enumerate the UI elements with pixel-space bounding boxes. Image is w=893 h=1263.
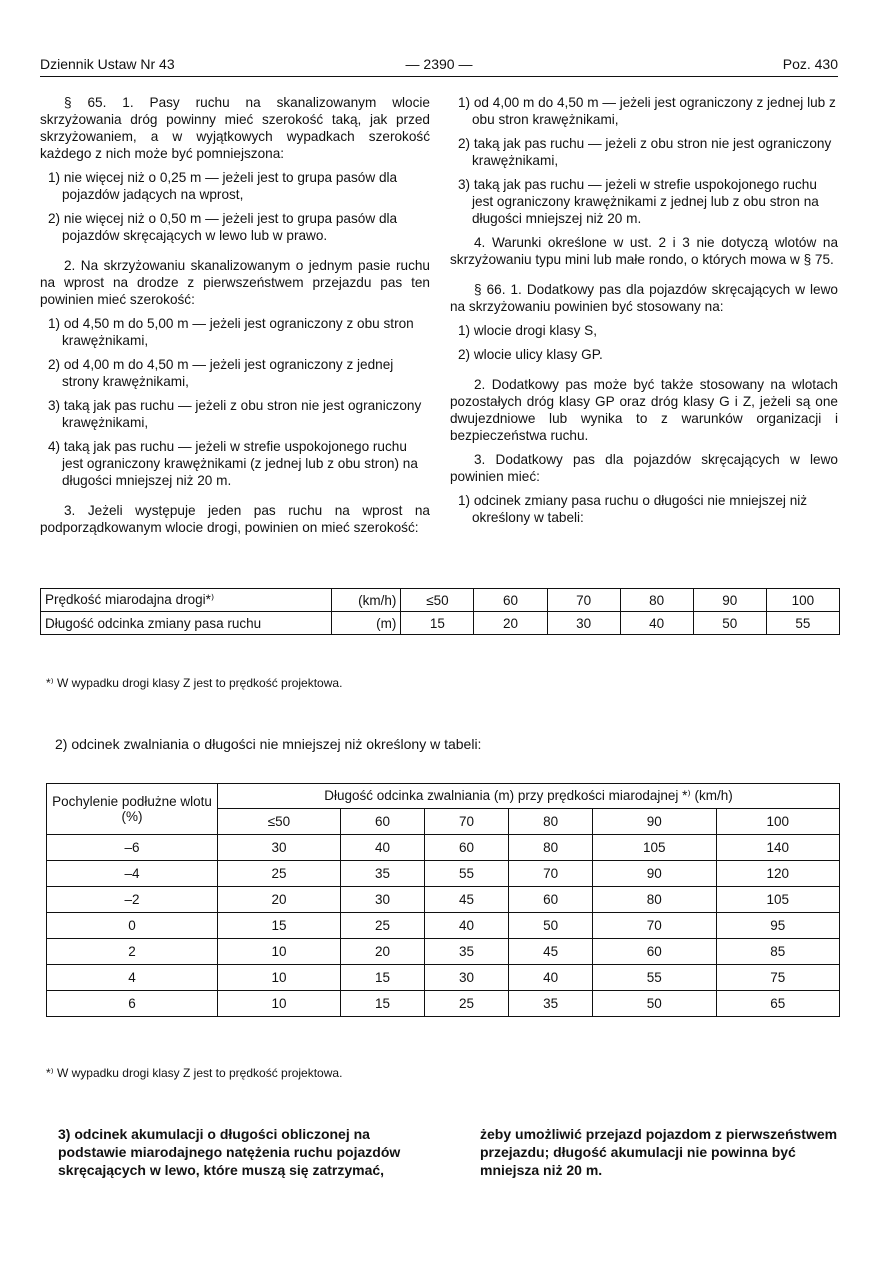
table-row — [41, 612, 840, 635]
table-cell: 30 — [340, 887, 424, 913]
table-cell: 90 — [693, 589, 766, 612]
slope-cell: –6 — [47, 835, 218, 861]
table-row — [47, 887, 840, 913]
table-cell: 15 — [401, 612, 474, 635]
table-cell: (m) — [332, 612, 401, 635]
speed-header: 60 — [340, 809, 424, 835]
table-body — [47, 835, 840, 1017]
table-cell: 60 — [474, 589, 547, 612]
table-cell: 140 — [716, 835, 840, 861]
table-cell: 25 — [218, 861, 341, 887]
speed-header: 70 — [424, 809, 508, 835]
list-item: 4) taką jak pas ruchu — jeżeli w strefie uspokojonego ruchu jest ograniczony krawężnikami (z jednej lub z obu stron) na długości mniejszej niż 20 m. — [48, 439, 418, 488]
table-cell: 80 — [620, 589, 693, 612]
table-cell: 40 — [424, 913, 508, 939]
header-rule — [40, 76, 838, 77]
table-cell: 60 — [424, 835, 508, 861]
table-row — [41, 589, 840, 612]
table-cell: 120 — [716, 861, 840, 887]
page-number: — 2390 — — [405, 56, 473, 72]
table-cell: Długość odcinka zmiany pasa ruchu — [41, 612, 332, 635]
list-item: 3) taką jak pas ruchu — jeżeli z obu stron nie jest ograniczony krawężnikami, — [48, 398, 422, 430]
table-row — [47, 913, 840, 939]
table-cell: 15 — [218, 913, 341, 939]
lane-change-table — [40, 588, 840, 635]
table-cell: ≤50 — [401, 589, 474, 612]
right-column — [450, 94, 838, 533]
table-cell: 65 — [716, 991, 840, 1017]
table-cell: 60 — [509, 887, 593, 913]
table-cell: Prędkość miarodajna drogi*⁾ — [41, 589, 332, 612]
table-cell: 105 — [716, 887, 840, 913]
table-cell: 70 — [547, 589, 620, 612]
table-cell: 50 — [693, 612, 766, 635]
deceleration-table — [46, 783, 840, 1017]
table2-footnote: *⁾ W wypadku drogi klasy Z jest to prędkość projektowa. — [46, 1066, 343, 1080]
table-cell: 55 — [766, 612, 839, 635]
table-cell: 10 — [218, 965, 341, 991]
paragraph-65-3: 3. Jeżeli występuje jeden pas ruchu na wprost na podporządkowanym wlocie drogi, powinien on mieć szerokość: — [40, 503, 430, 535]
table-cell: 70 — [509, 861, 593, 887]
table-cell: 55 — [593, 965, 716, 991]
list-item: 1) wlocie drogi klasy S, — [458, 323, 598, 338]
paragraph-66-1: § 66. 1. Dodatkowy pas dla pojazdów skręcających w lewo na skrzyżowaniu powinien być stosowany na: — [450, 282, 838, 314]
table-cell: 95 — [716, 913, 840, 939]
table-cell: 90 — [593, 861, 716, 887]
table1-footnote: *⁾ W wypadku drogi klasy Z jest to prędkość projektowa. — [46, 676, 343, 690]
speed-header: 90 — [593, 809, 716, 835]
table-cell: 40 — [509, 965, 593, 991]
table-cell: 15 — [340, 991, 424, 1017]
slope-cell: 2 — [47, 939, 218, 965]
table-cell: 10 — [218, 991, 341, 1017]
table-cell: 105 — [593, 835, 716, 861]
position-number: Poz. 430 — [782, 56, 838, 72]
paragraph-65-2: 2. Na skrzyżowaniu skanalizowanym o jednym pasie ruchu na wprost na drodze z pierwszeństwem przejazdu pas ten powinien mieć szerokość: — [40, 258, 430, 307]
list-item: 1) od 4,00 m do 4,50 m — jeżeli jest ograniczony z jednej lub z obu stron krawężnikami, — [458, 95, 836, 127]
table-cell: 70 — [593, 913, 716, 939]
table-cell: 35 — [509, 991, 593, 1017]
table-cell: 45 — [424, 887, 508, 913]
speed-header: ≤50 — [218, 809, 341, 835]
bottom-right-text: żeby umożliwić przejazd pojazdom z pierwszeństwem przejazdu; długość akumulacji nie powinna być mniejsza niż 20 m. — [480, 1126, 838, 1178]
list-item: 2) taką jak pas ruchu — jeżeli z obu stron nie jest ograniczony krawężnikami, — [458, 136, 832, 168]
group-header: Długość odcinka zwalniania (m) przy prędkości miarodajnej *⁾ (km/h) — [218, 784, 840, 809]
table-row — [47, 991, 840, 1017]
table-cell: 40 — [620, 612, 693, 635]
table-cell: 20 — [340, 939, 424, 965]
table-cell: 30 — [547, 612, 620, 635]
table-row — [47, 784, 840, 809]
slope-cell: 6 — [47, 991, 218, 1017]
table-row — [47, 835, 840, 861]
slope-cell: 0 — [47, 913, 218, 939]
item-2-text: 2) odcinek zwalniania o długości nie mniejszej niż określony w tabeli: — [55, 736, 482, 752]
list-item: 2) od 4,00 m do 4,50 m — jeżeli jest ograniczony z jednej strony krawężnikami, — [48, 357, 394, 389]
list-item: 1) od 4,50 m do 5,00 m — jeżeli jest ograniczony z obu stron krawężnikami, — [48, 316, 414, 348]
slope-cell: –2 — [47, 887, 218, 913]
slope-cell: –4 — [47, 861, 218, 887]
table-cell: (km/h) — [332, 589, 401, 612]
speed-header: 80 — [509, 809, 593, 835]
table-row — [47, 965, 840, 991]
bottom-left-text: 3) odcinek akumulacji o długości obliczonej na podstawie miarodajnego natężenia ruchu pojazdów skręcających w lewo, które muszą się zatrzymać, — [58, 1126, 401, 1178]
table-cell: 80 — [593, 887, 716, 913]
table-cell: 50 — [509, 913, 593, 939]
table-row — [47, 939, 840, 965]
table-cell: 60 — [593, 939, 716, 965]
table-cell: 100 — [766, 589, 839, 612]
list-item: 3) taką jak pas ruchu — jeżeli w strefie uspokojonego ruchu jest ograniczony krawężnikami z jednej lub z obu stron na długości mniejszej niż 20 m. — [458, 177, 819, 226]
table-cell: 85 — [716, 939, 840, 965]
speed-header: 100 — [716, 809, 840, 835]
table-cell: 20 — [218, 887, 341, 913]
table-cell: 30 — [218, 835, 341, 861]
table-cell: 30 — [424, 965, 508, 991]
row-header: Pochylenie podłużne wlotu (%) — [47, 784, 218, 835]
table-cell: 20 — [474, 612, 547, 635]
table-cell: 35 — [424, 939, 508, 965]
table-cell: 10 — [218, 939, 341, 965]
table-cell: 15 — [340, 965, 424, 991]
paragraph-65-4: 4. Warunki określone w ust. 2 i 3 nie dotyczą wlotów na skrzyżowaniu typu mini lub małe rondo, o których mowa w § 75. — [450, 235, 838, 267]
left-column — [40, 94, 430, 543]
list-item: 2) wlocie ulicy klasy GP. — [458, 347, 603, 362]
table-row — [47, 861, 840, 887]
list-item: 1) odcinek zmiany pasa ruchu o długości nie mniejszej niż określony w tabeli: — [458, 493, 808, 525]
table-cell: 80 — [509, 835, 593, 861]
list-item: 2) nie więcej niż o 0,50 m — jeżeli jest to grupa pasów dla pojazdów skręcających w lewo lub w prawo. — [48, 211, 398, 243]
table-cell: 40 — [340, 835, 424, 861]
paragraph-65-1: § 65. 1. Pasy ruchu na skanalizowanym wlocie skrzyżowania dróg powinny mieć szerokość taką, jak przed skrzyżowaniem, a w wyjątkowych wypadkach szerokość każdego z nich może być pomniejszona: — [40, 95, 430, 161]
table-cell: 35 — [340, 861, 424, 887]
slope-cell: 4 — [47, 965, 218, 991]
table-cell: 75 — [716, 965, 840, 991]
table-cell: 50 — [593, 991, 716, 1017]
paragraph-66-3: 3. Dodatkowy pas dla pojazdów skręcających w lewo powinien mieć: — [450, 452, 838, 484]
journal-title: Dziennik Ustaw Nr 43 — [40, 56, 175, 72]
table-cell: 55 — [424, 861, 508, 887]
table-cell: 25 — [424, 991, 508, 1017]
table-cell: 45 — [509, 939, 593, 965]
list-item: 1) nie więcej niż o 0,25 m — jeżeli jest to grupa pasów dla pojazdów jadących na wprost, — [48, 170, 398, 202]
page-header — [40, 56, 838, 76]
paragraph-66-2: 2. Dodatkowy pas może być także stosowany na wlotach pozostałych dróg klasy GP oraz dróg klasy G i Z, jeżeli są one dwujezdniowe lub wynika to z warunków organizacji i bezpieczeństwa ruchu. — [450, 377, 838, 443]
table-cell: 25 — [340, 913, 424, 939]
